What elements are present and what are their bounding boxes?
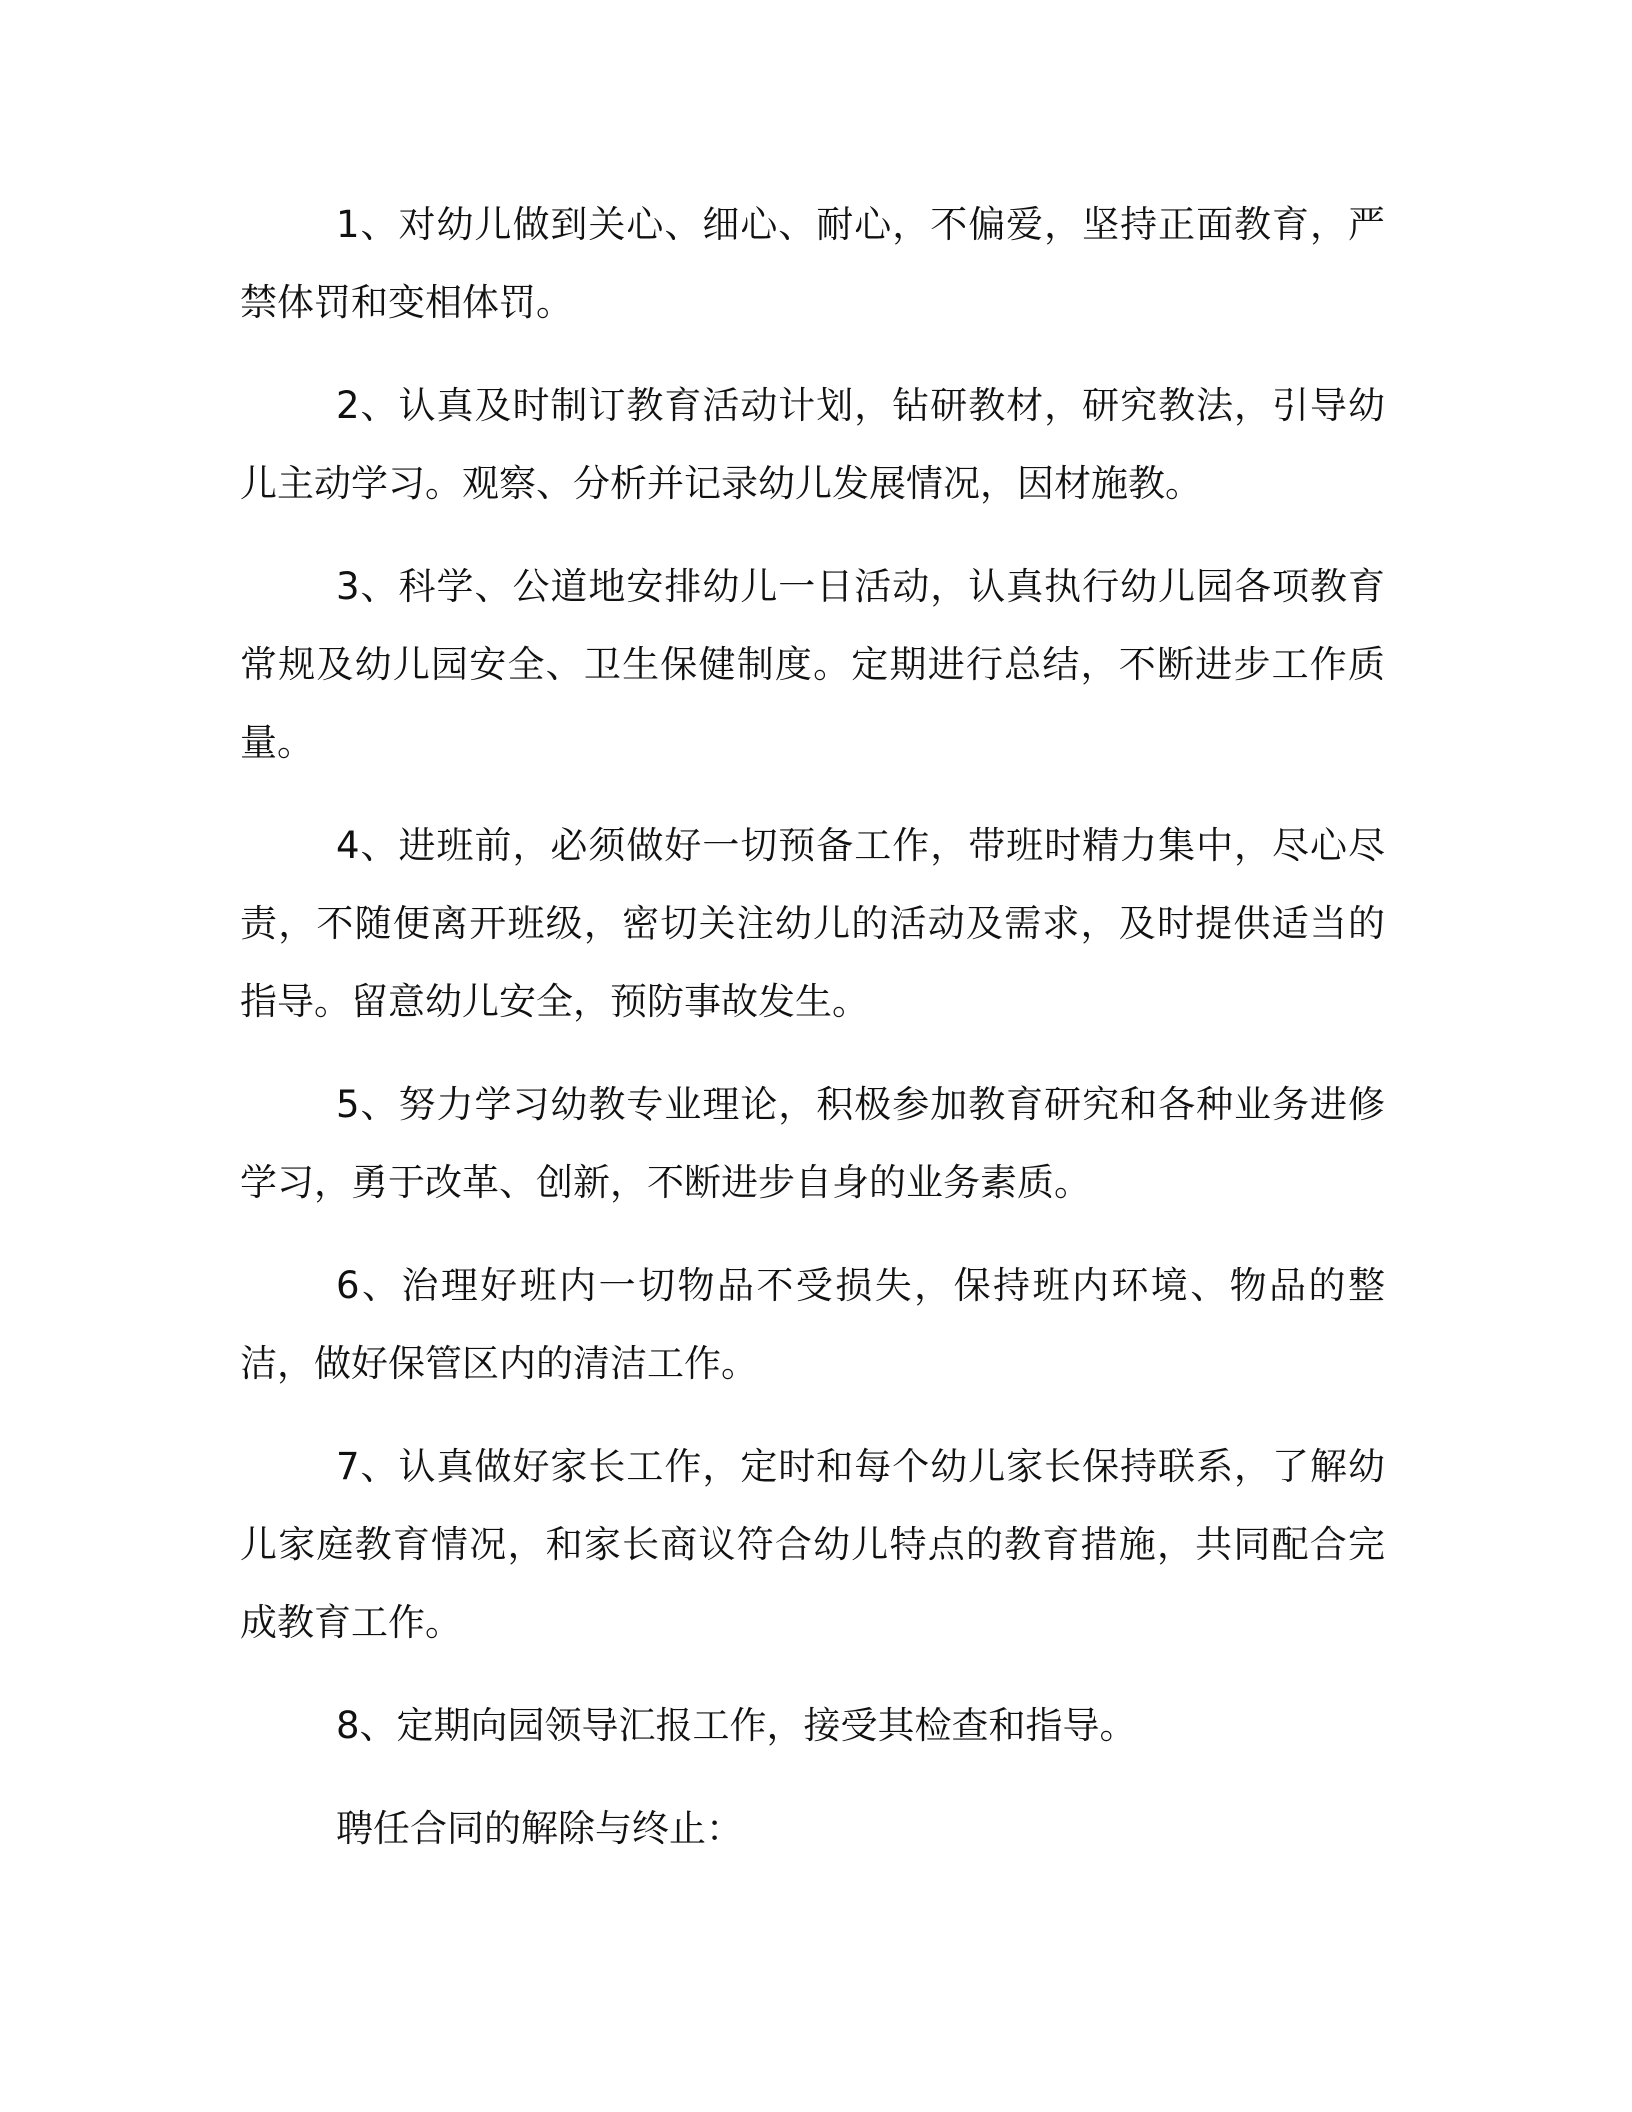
paragraph-duty-1: 1、对幼儿做到关心、细心、耐心，不偏爱，坚持正面教育，严禁体罚和变相体罚。 — [240, 203, 1385, 324]
paragraph-duty-2: 2、认真及时制订教育活动计划，钻研教材，研究教法，引导幼儿主动学习。观察、分析并记录幼儿发展情况，因材施教。 — [240, 384, 1385, 505]
section-heading-termination: 聘任合同的解除与终止： — [336, 1807, 743, 1850]
paragraph-duty-6: 6、治理好班内一切物品不受损失，保持班内环境、物品的整洁，做好保管区内的清洁工作。 — [240, 1264, 1385, 1385]
paragraph-duty-4: 4、进班前，必须做好一切预备工作，带班时精力集中，尽心尽责，不随便离开班级，密切关注幼儿的活动及需求，及时提供适当的指导。留意幼儿安全，预防事故发生。 — [240, 824, 1385, 1023]
paragraph-duty-5: 5、努力学习幼教专业理论，积极参加教育研究和各种业务进修学习，勇于改革、创新，不断进步自身的业务素质。 — [240, 1083, 1385, 1204]
paragraph-duty-7: 7、认真做好家长工作，定时和每个幼儿家长保持联系，了解幼儿家庭教育情况，和家长商议符合幼儿特点的教育措施，共同配合完成教育工作。 — [240, 1445, 1385, 1644]
document-page — [240, 186, 1385, 1893]
paragraph-duty-8: 8、定期向园领导汇报工作，接受其检查和指导。 — [336, 1704, 1137, 1747]
paragraph-duty-3: 3、科学、公道地安排幼儿一日活动，认真执行幼儿园各项教育常规及幼儿园安全、卫生保健制度。定期进行总结，不断进步工作质量。 — [240, 565, 1385, 764]
